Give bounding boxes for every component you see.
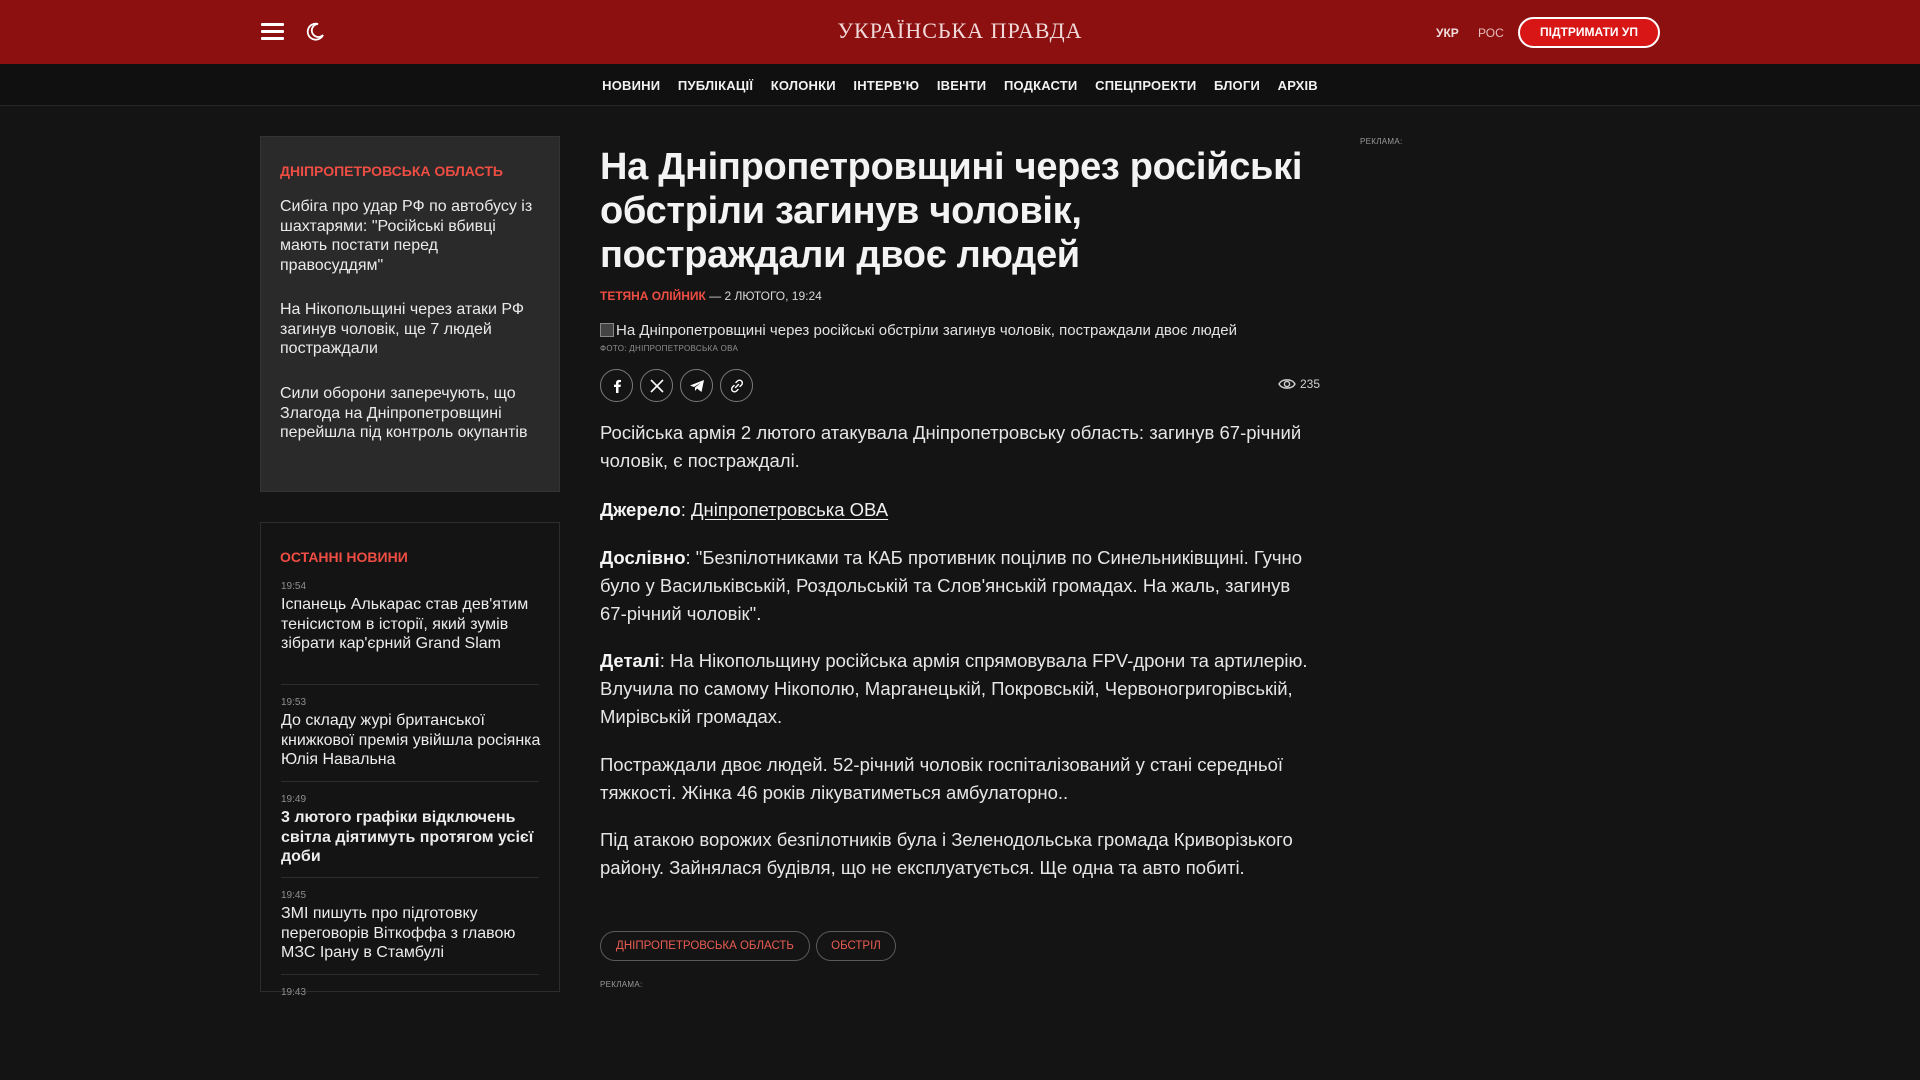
share-facebook-button[interactable] <box>600 369 633 402</box>
list-item[interactable] <box>281 987 546 1001</box>
ad-label: РЕКЛАМА: <box>600 980 643 989</box>
divider <box>281 684 539 685</box>
facebook-icon <box>609 378 625 394</box>
latest-news-box <box>260 522 560 998</box>
source-link[interactable]: Дніпропетровська ОВА <box>691 499 889 520</box>
news-time: 19:54 <box>281 581 307 592</box>
nav-item-news[interactable]: НОВИНИ <box>602 78 661 93</box>
article-details <box>600 647 1322 731</box>
nav-item-archive[interactable]: АРХІВ <box>1277 78 1318 93</box>
main-nav <box>0 64 1920 106</box>
eye-icon <box>1278 377 1296 391</box>
byline <box>600 289 822 303</box>
nav-item-blogs[interactable]: БЛОГИ <box>1214 78 1260 93</box>
share-telegram-button[interactable] <box>680 369 713 402</box>
nav-item-interviews[interactable]: ІНТЕРВ'Ю <box>853 78 920 93</box>
quote-label: Дослівно <box>600 547 686 568</box>
photo-credit: ФОТО: ДНІПРОПЕТРОВСЬКА ОВА <box>600 344 739 353</box>
moon-icon[interactable] <box>304 21 326 43</box>
article-paragraph: Російська армія 2 лютого атакувала Дніпропетровську область: загинув 67-річний чоловік, є постраждалі. <box>600 422 1302 471</box>
article-image <box>600 322 1237 339</box>
region-news-item[interactable]: На Нікопольщині через атаки РФ загинув чоловік, ще 7 людей постраждали <box>280 301 524 357</box>
ad-label: РЕКЛАМА: <box>1360 137 1403 146</box>
support-button[interactable]: ПІДТРИМАТИ УП <box>1518 17 1660 48</box>
latest-heading[interactable]: ОСТАННІ НОВИНИ <box>280 549 408 565</box>
copy-link-button[interactable] <box>720 369 753 402</box>
list-item[interactable] <box>281 794 546 867</box>
site-logo[interactable]: УКРАЇНСЬКА ПРАВДА <box>837 18 1083 43</box>
article-date: — 2 ЛЮТОГО, 19:24 <box>705 289 822 303</box>
region-news-box <box>260 136 560 492</box>
divider <box>281 781 539 782</box>
quote-text: : "Безпілотниками та КАБ противник поцілив по Синельниківщині. Гучно було у Васильківській, Роздольській та Слов'янській громадах. На жаль, загинув 67-річний чоловік". <box>600 547 1303 624</box>
details-label: Деталі <box>600 650 660 671</box>
news-time: 19:53 <box>281 697 307 708</box>
view-count-value: 235 <box>1300 377 1321 391</box>
news-title[interactable]: ЗМІ пишуть про підготовку переговорів Віткоффа з главою МЗС Ірану в Стамбулі <box>281 905 516 961</box>
news-title[interactable]: Іспанець Алькарас став дев'ятим тенісистом в історії, який зумів зібрати кар'єрний Grand Slam <box>281 596 529 652</box>
list-item[interactable] <box>281 890 546 963</box>
list-item[interactable] <box>281 697 546 770</box>
details-text: : На Нікопольщину російська армія спрямовувала FPV-дрони та артилерію. Влучила по самому Нікополю, Марганецькій, Покровській, Червоногригорівській, Мирівській громадах. <box>600 650 1308 727</box>
link-icon <box>729 378 745 394</box>
menu-icon[interactable] <box>261 23 284 41</box>
source-label: Джерело <box>600 499 681 520</box>
list-item[interactable] <box>281 581 546 654</box>
article-quote <box>600 544 1322 628</box>
view-count <box>1278 377 1320 391</box>
article-title: На Дніпропетровщині через російські обстріли загинув чоловік, постраждали двоє людей <box>600 146 1303 276</box>
tag-dnipropetrovsk-region[interactable]: ДНІПРОПЕТРОВСЬКА ОБЛАСТЬ <box>600 931 810 961</box>
divider <box>281 974 539 975</box>
nav-item-events[interactable]: ІВЕНТИ <box>936 78 987 93</box>
top-bar <box>0 0 1920 64</box>
article-paragraph: Під атакою ворожих безпілотників була і Зеленодольська громада Криворізького району. Зайнялася будівля, що не експлуатується. Ще одна та авто побиті. <box>600 829 1293 878</box>
broken-image-icon <box>600 323 614 337</box>
region-news-item[interactable]: Сибіга про удар РФ по автобусу із шахтарями: "Російські вбивці мають постати перед правосуддям" <box>280 198 533 274</box>
image-alt-text: На Дніпропетровщині через російські обстріли загинув чоловік, постраждали двоє людей <box>616 322 1237 339</box>
nav-item-columns[interactable]: КОЛОНКИ <box>770 78 836 93</box>
x-icon <box>649 378 665 394</box>
nav-item-specprojects[interactable]: СПЕЦПРОЕКТИ <box>1095 78 1197 93</box>
news-time: 19:45 <box>281 890 307 901</box>
news-title[interactable]: До складу журі британської книжкової премія увійшла росіянка Юлія Навальна <box>281 712 541 768</box>
nav-item-podcasts[interactable]: ПОДКАСТИ <box>1003 78 1078 93</box>
telegram-icon <box>689 378 705 394</box>
news-time: 19:43 <box>281 987 307 998</box>
article-source: Джерело: Дніпропетровська ОВА <box>600 499 889 520</box>
share-x-button[interactable] <box>640 369 673 402</box>
author-link[interactable]: ТЕТЯНА ОЛІЙНИК <box>600 289 706 303</box>
divider <box>281 877 539 878</box>
article-paragraph: Постраждали двоє людей. 52-річний чоловік госпіталізований у стані середньої тяжкості. Жінка 46 років лікуватиметься амбулаторно.. <box>600 754 1284 803</box>
region-heading[interactable]: ДНІПРОПЕТРОВСЬКА ОБЛАСТЬ <box>280 163 503 179</box>
news-time: 19:49 <box>281 794 307 805</box>
lang-ros-link[interactable]: РОС <box>1478 26 1504 40</box>
news-title[interactable]: 3 лютого графіки відключень світла діятимуть протягом усієї доби <box>281 809 534 865</box>
lang-ukr-link[interactable]: УКР <box>1436 26 1459 40</box>
nav-item-publications[interactable]: ПУБЛІКАЦІЇ <box>677 78 754 93</box>
region-news-item[interactable]: Сили оборони заперечують, що Злагода на Дніпропетровщині перейшла під контроль окупантів <box>280 385 528 441</box>
tag-shelling[interactable]: ОБСТРІЛ <box>816 931 896 961</box>
